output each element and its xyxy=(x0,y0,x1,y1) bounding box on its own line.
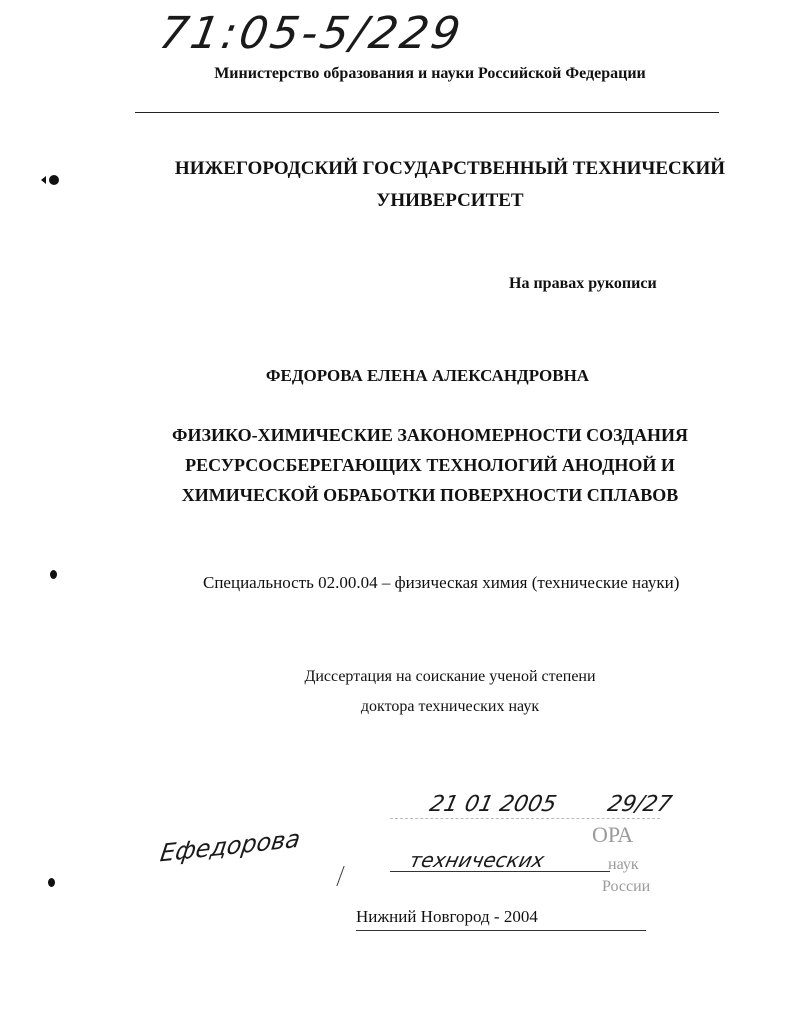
stamp-faint-ora: ОРА xyxy=(592,822,634,847)
stamp-date: 21 01 2005 xyxy=(427,792,559,817)
specialty-line: Специальность 02.00.04 – физическая химия (технические науки) xyxy=(203,573,680,592)
margin-mark-middle xyxy=(50,570,57,579)
stamp-number: 29/27 xyxy=(605,792,675,817)
university-line-2: УНИВЕРСИТЕТ xyxy=(376,190,524,211)
ministry-heading: Министерство образования и науки Российской Федерации xyxy=(214,65,646,82)
degree-line-1: Диссертация на соискание ученой степени xyxy=(304,668,596,685)
rights-note: На правах рукописи xyxy=(509,275,657,292)
margin-mark-bottom xyxy=(48,878,55,887)
stamp-faint-nauk: наук xyxy=(608,856,639,873)
stamp-faint-russia: России xyxy=(602,878,651,895)
dissertation-title xyxy=(130,420,730,510)
title-line-3: ХИМИЧЕСКОЙ ОБРАБОТКИ ПОВЕРХНОСТИ СПЛАВОВ xyxy=(181,485,679,505)
place-year-underline xyxy=(356,930,646,931)
header-divider xyxy=(135,112,719,113)
margin-mark-top xyxy=(40,173,60,185)
title-line-1: ФИЗИКО-ХИМИЧЕСКИЕ ЗАКОНОМЕРНОСТИ СОЗДАНИЯ xyxy=(172,425,688,445)
author-name: ФЕДОРОВА ЕЛЕНА АЛЕКСАНДРОВНА xyxy=(265,366,590,385)
title-line-2: РЕСУРСОСБЕРЕГАЮЩИХ ТЕХНОЛОГИЙ АНОДНОЙ И xyxy=(185,455,675,475)
university-name xyxy=(150,153,750,217)
author-signature: Ефедорова xyxy=(158,824,303,868)
degree-line-2: доктора технических наук xyxy=(360,698,540,715)
university-line-1: НИЖЕГОРОДСКИЙ ГОСУДАРСТВЕННЫЙ ТЕХНИЧЕСКИЙ xyxy=(174,158,726,179)
degree-statement xyxy=(240,662,660,722)
handwritten-code: 71:05-5/229 xyxy=(155,8,467,59)
stamp-area xyxy=(330,770,675,900)
stamp-field: технических xyxy=(407,848,547,872)
place-year: Нижний Новгород - 2004 xyxy=(356,907,538,926)
